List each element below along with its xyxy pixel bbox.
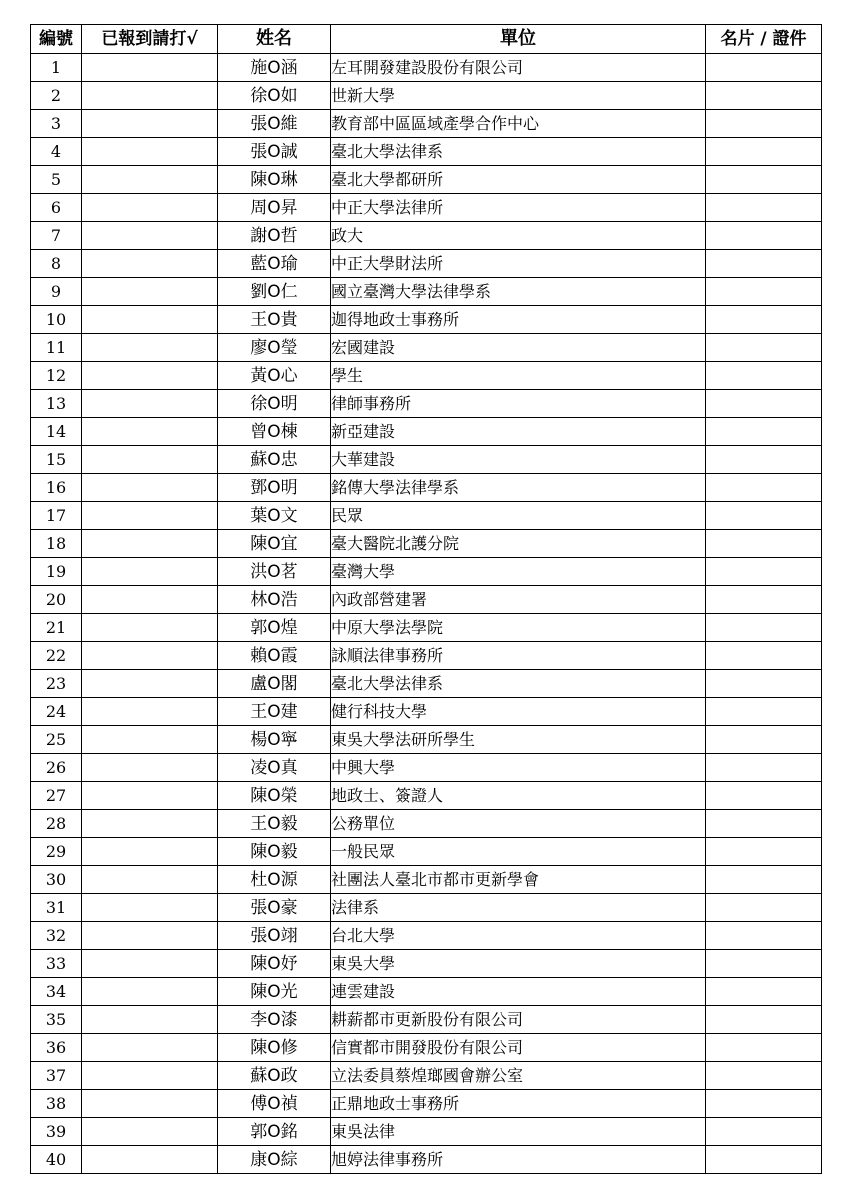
table-row: [31, 614, 822, 642]
row-number: 40: [31, 1146, 82, 1174]
card-cell: [706, 670, 822, 698]
card-cell: [706, 502, 822, 530]
header-checkin: 已報到請打√: [82, 25, 218, 54]
table-row: [31, 754, 822, 782]
table-row: [31, 166, 822, 194]
row-unit: 中正大學法律所: [331, 194, 706, 222]
checkin-cell: [82, 474, 218, 502]
table-row: [31, 642, 822, 670]
header-number: 編號: [31, 25, 82, 54]
row-unit: 中興大學: [331, 754, 706, 782]
row-number: 23: [31, 670, 82, 698]
card-cell: [706, 810, 822, 838]
header-card: 名片 / 證件: [706, 25, 822, 54]
checkin-cell: [82, 698, 218, 726]
row-unit: 一般民眾: [331, 838, 706, 866]
row-number: 9: [31, 278, 82, 306]
checkin-cell: [82, 838, 218, 866]
row-unit: 臺北大學法律系: [331, 138, 706, 166]
card-cell: [706, 138, 822, 166]
row-unit: 世新大學: [331, 82, 706, 110]
row-number: 25: [31, 726, 82, 754]
checkin-cell: [82, 614, 218, 642]
row-name: 張O誠: [218, 138, 331, 166]
row-name: 盧O閣: [218, 670, 331, 698]
row-unit: 耕薪都市更新股份有限公司: [331, 1006, 706, 1034]
row-unit: 社團法人臺北市都市更新學會: [331, 866, 706, 894]
card-cell: [706, 362, 822, 390]
row-unit: 旭婷法律事務所: [331, 1146, 706, 1174]
row-number: 38: [31, 1090, 82, 1118]
card-cell: [706, 1062, 822, 1090]
table-row: [31, 1006, 822, 1034]
row-number: 17: [31, 502, 82, 530]
card-cell: [706, 726, 822, 754]
table-row: [31, 474, 822, 502]
checkin-cell: [82, 1062, 218, 1090]
row-name: 蘇O政: [218, 1062, 331, 1090]
header-unit: 單位: [331, 25, 706, 54]
card-cell: [706, 558, 822, 586]
table-row: [31, 110, 822, 138]
row-name: 謝O哲: [218, 222, 331, 250]
row-name: 傅O禎: [218, 1090, 331, 1118]
card-cell: [706, 166, 822, 194]
card-cell: [706, 250, 822, 278]
card-cell: [706, 754, 822, 782]
checkin-cell: [82, 250, 218, 278]
table-row: [31, 922, 822, 950]
table-row: [31, 810, 822, 838]
checkin-cell: [82, 1146, 218, 1174]
checkin-cell: [82, 446, 218, 474]
row-name: 周O昇: [218, 194, 331, 222]
row-number: 14: [31, 418, 82, 446]
row-unit: 左耳開發建設股份有限公司: [331, 54, 706, 82]
row-name: 凌O真: [218, 754, 331, 782]
row-number: 7: [31, 222, 82, 250]
card-cell: [706, 642, 822, 670]
row-unit: 台北大學: [331, 922, 706, 950]
checkin-cell: [82, 866, 218, 894]
checkin-cell: [82, 894, 218, 922]
card-cell: [706, 1118, 822, 1146]
card-cell: [706, 950, 822, 978]
header-row: [31, 25, 822, 54]
table-row: [31, 838, 822, 866]
table-row: [31, 82, 822, 110]
checkin-cell: [82, 138, 218, 166]
row-number: 19: [31, 558, 82, 586]
row-unit: 內政部營建署: [331, 586, 706, 614]
row-number: 11: [31, 334, 82, 362]
row-number: 8: [31, 250, 82, 278]
card-cell: [706, 698, 822, 726]
card-cell: [706, 54, 822, 82]
checkin-cell: [82, 586, 218, 614]
row-unit: 健行科技大學: [331, 698, 706, 726]
row-unit: 正鼎地政士事務所: [331, 1090, 706, 1118]
card-cell: [706, 922, 822, 950]
checkin-cell: [82, 334, 218, 362]
checkin-cell: [82, 922, 218, 950]
row-name: 陳O榮: [218, 782, 331, 810]
checkin-cell: [82, 642, 218, 670]
card-cell: [706, 1006, 822, 1034]
row-unit: 律師事務所: [331, 390, 706, 418]
table-row: [31, 1146, 822, 1174]
table-row: [31, 894, 822, 922]
row-unit: 東吳大學法研所學生: [331, 726, 706, 754]
row-unit: 東吳法律: [331, 1118, 706, 1146]
card-cell: [706, 978, 822, 1006]
row-number: 10: [31, 306, 82, 334]
row-unit: 地政士、簽證人: [331, 782, 706, 810]
table-row: [31, 866, 822, 894]
row-unit: 宏國建設: [331, 334, 706, 362]
card-cell: [706, 82, 822, 110]
table-row: [31, 1062, 822, 1090]
card-cell: [706, 1146, 822, 1174]
row-number: 6: [31, 194, 82, 222]
row-name: 葉O文: [218, 502, 331, 530]
row-number: 16: [31, 474, 82, 502]
checkin-cell: [82, 362, 218, 390]
table-row: [31, 502, 822, 530]
row-unit: 詠順法律事務所: [331, 642, 706, 670]
checkin-cell: [82, 558, 218, 586]
card-cell: [706, 614, 822, 642]
card-cell: [706, 866, 822, 894]
row-number: 35: [31, 1006, 82, 1034]
row-name: 蘇O忠: [218, 446, 331, 474]
row-number: 12: [31, 362, 82, 390]
row-name: 王O毅: [218, 810, 331, 838]
table-row: [31, 586, 822, 614]
table-row: [31, 390, 822, 418]
table-row: [31, 250, 822, 278]
card-cell: [706, 194, 822, 222]
row-unit: 連雲建設: [331, 978, 706, 1006]
row-number: 21: [31, 614, 82, 642]
row-unit: 東吳大學: [331, 950, 706, 978]
row-name: 陳O宜: [218, 530, 331, 558]
table-row: [31, 782, 822, 810]
row-name: 曾O棟: [218, 418, 331, 446]
checkin-cell: [82, 530, 218, 558]
row-unit: 新亞建設: [331, 418, 706, 446]
checkin-cell: [82, 670, 218, 698]
row-name: 陳O毅: [218, 838, 331, 866]
card-cell: [706, 782, 822, 810]
row-number: 5: [31, 166, 82, 194]
row-unit: 臺大醫院北護分院: [331, 530, 706, 558]
table-row: [31, 138, 822, 166]
table-row: [31, 1034, 822, 1062]
header-name: 姓名: [218, 25, 331, 54]
checkin-cell: [82, 110, 218, 138]
card-cell: [706, 838, 822, 866]
table-row: [31, 1090, 822, 1118]
row-name: 林O浩: [218, 586, 331, 614]
checkin-cell: [82, 222, 218, 250]
table-row: [31, 446, 822, 474]
row-unit: 國立臺灣大學法律學系: [331, 278, 706, 306]
row-name: 鄧O明: [218, 474, 331, 502]
checkin-cell: [82, 194, 218, 222]
row-unit: 大華建設: [331, 446, 706, 474]
row-number: 18: [31, 530, 82, 558]
row-name: 陳O妤: [218, 950, 331, 978]
row-name: 陳O琳: [218, 166, 331, 194]
table-row: [31, 278, 822, 306]
row-name: 郭O煌: [218, 614, 331, 642]
row-unit: 臺灣大學: [331, 558, 706, 586]
row-unit: 信實都市開發股份有限公司: [331, 1034, 706, 1062]
row-unit: 臺北大學法律系: [331, 670, 706, 698]
checkin-cell: [82, 782, 218, 810]
row-name: 陳O光: [218, 978, 331, 1006]
card-cell: [706, 418, 822, 446]
card-cell: [706, 1034, 822, 1062]
card-cell: [706, 1090, 822, 1118]
checkin-cell: [82, 754, 218, 782]
table-row: [31, 418, 822, 446]
row-name: 張O維: [218, 110, 331, 138]
row-number: 34: [31, 978, 82, 1006]
card-cell: [706, 222, 822, 250]
checkin-cell: [82, 810, 218, 838]
row-unit: 教育部中區區域產學合作中心: [331, 110, 706, 138]
card-cell: [706, 586, 822, 614]
table-row: [31, 950, 822, 978]
row-unit: 銘傳大學法律學系: [331, 474, 706, 502]
row-number: 30: [31, 866, 82, 894]
row-unit: 公務單位: [331, 810, 706, 838]
row-name: 陳O修: [218, 1034, 331, 1062]
row-unit: 中原大學法學院: [331, 614, 706, 642]
row-number: 15: [31, 446, 82, 474]
row-unit: 立法委員蔡煌瑯國會辦公室: [331, 1062, 706, 1090]
card-cell: [706, 390, 822, 418]
table-row: [31, 194, 822, 222]
checkin-cell: [82, 1090, 218, 1118]
card-cell: [706, 530, 822, 558]
row-name: 黃O心: [218, 362, 331, 390]
row-unit: 臺北大學都研所: [331, 166, 706, 194]
checkin-cell: [82, 306, 218, 334]
checkin-cell: [82, 978, 218, 1006]
table-row: [31, 306, 822, 334]
table-row: [31, 726, 822, 754]
row-name: 王O建: [218, 698, 331, 726]
row-name: 劉O仁: [218, 278, 331, 306]
checkin-cell: [82, 278, 218, 306]
checkin-cell: [82, 82, 218, 110]
row-unit: 政大: [331, 222, 706, 250]
row-unit: 民眾: [331, 502, 706, 530]
row-name: 徐O明: [218, 390, 331, 418]
table-row: [31, 54, 822, 82]
row-number: 37: [31, 1062, 82, 1090]
checkin-cell: [82, 502, 218, 530]
checkin-cell: [82, 166, 218, 194]
table-row: [31, 978, 822, 1006]
table-row: [31, 558, 822, 586]
row-name: 王O貴: [218, 306, 331, 334]
row-number: 22: [31, 642, 82, 670]
row-number: 2: [31, 82, 82, 110]
row-number: 20: [31, 586, 82, 614]
row-number: 28: [31, 810, 82, 838]
row-name: 郭O銘: [218, 1118, 331, 1146]
checkin-cell: [82, 418, 218, 446]
table-row: [31, 334, 822, 362]
card-cell: [706, 334, 822, 362]
table-row: [31, 222, 822, 250]
table-row: [31, 698, 822, 726]
checkin-cell: [82, 54, 218, 82]
row-number: 33: [31, 950, 82, 978]
row-unit: 學生: [331, 362, 706, 390]
row-name: 藍O瑜: [218, 250, 331, 278]
checkin-cell: [82, 1118, 218, 1146]
card-cell: [706, 278, 822, 306]
row-name: 李O漆: [218, 1006, 331, 1034]
checkin-cell: [82, 390, 218, 418]
table-row: [31, 362, 822, 390]
card-cell: [706, 894, 822, 922]
checkin-cell: [82, 1006, 218, 1034]
row-unit: 法律系: [331, 894, 706, 922]
row-unit: 迦得地政士事務所: [331, 306, 706, 334]
row-number: 1: [31, 54, 82, 82]
row-name: 賴O霞: [218, 642, 331, 670]
row-name: 楊O寧: [218, 726, 331, 754]
card-cell: [706, 110, 822, 138]
row-name: 施O涵: [218, 54, 331, 82]
row-name: 張O豪: [218, 894, 331, 922]
table-row: [31, 530, 822, 558]
row-number: 26: [31, 754, 82, 782]
card-cell: [706, 306, 822, 334]
row-number: 32: [31, 922, 82, 950]
row-number: 31: [31, 894, 82, 922]
row-number: 13: [31, 390, 82, 418]
table-row: [31, 670, 822, 698]
row-name: 廖O瑩: [218, 334, 331, 362]
row-number: 39: [31, 1118, 82, 1146]
card-cell: [706, 474, 822, 502]
row-unit: 中正大學財法所: [331, 250, 706, 278]
table-body: [31, 54, 822, 1174]
attendance-table: [30, 24, 822, 1174]
row-name: 洪O茗: [218, 558, 331, 586]
table-row: [31, 1118, 822, 1146]
checkin-cell: [82, 950, 218, 978]
card-cell: [706, 446, 822, 474]
row-name: 張O翊: [218, 922, 331, 950]
row-number: 24: [31, 698, 82, 726]
row-number: 27: [31, 782, 82, 810]
table-header: [31, 25, 822, 54]
row-name: 康O綜: [218, 1146, 331, 1174]
checkin-cell: [82, 726, 218, 754]
row-number: 4: [31, 138, 82, 166]
row-name: 徐O如: [218, 82, 331, 110]
checkin-cell: [82, 1034, 218, 1062]
row-number: 36: [31, 1034, 82, 1062]
row-name: 杜O源: [218, 866, 331, 894]
row-number: 3: [31, 110, 82, 138]
row-number: 29: [31, 838, 82, 866]
